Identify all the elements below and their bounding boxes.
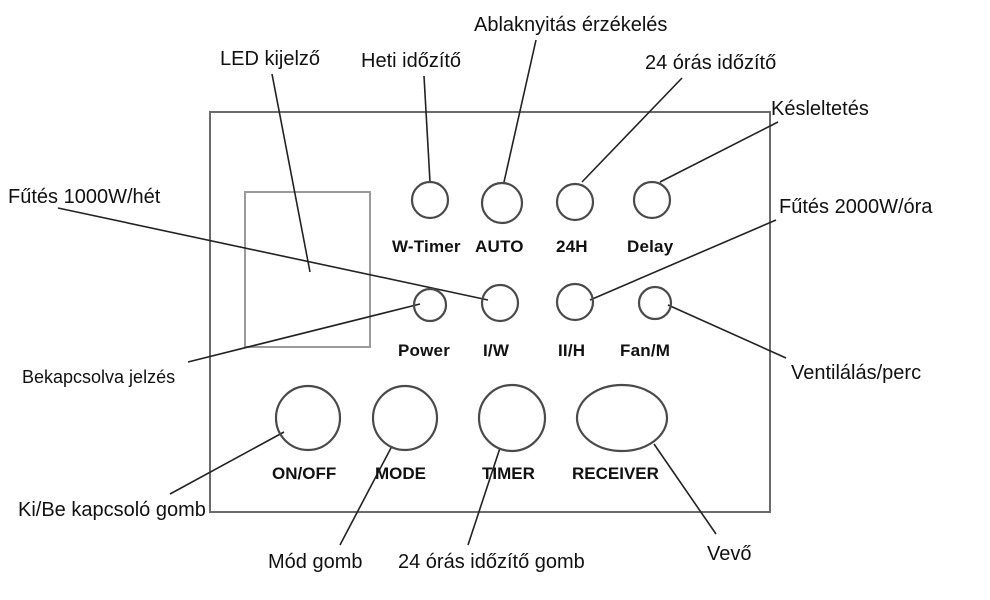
button-label-receiver: RECEIVER — [572, 464, 659, 483]
leader-line-futes-2000 — [590, 220, 776, 300]
button-label-on-off: ON/OFF — [272, 464, 337, 483]
led-label-w-timer: W-Timer — [392, 237, 461, 256]
led-w-timer[interactable] — [412, 182, 448, 218]
annotation-kesleltetes: Késleltetés — [771, 98, 869, 120]
leader-line-24-oras-idozito — [582, 78, 682, 182]
button-receiver[interactable] — [577, 385, 667, 451]
led-auto[interactable] — [482, 183, 522, 223]
leader-line-led-kijelzo — [272, 74, 310, 272]
annotation-mod-gomb: Mód gomb — [268, 551, 363, 573]
panel-outline — [210, 112, 770, 512]
led-label-delay: Delay — [627, 237, 674, 256]
leader-line-24-oras-gomb — [468, 448, 500, 545]
leader-line-mod-gomb — [340, 446, 392, 545]
annotation-ablaknyitas-erzekeles: Ablaknyitás érzékelés — [474, 14, 668, 36]
leader-line-kesleltetes — [660, 122, 778, 182]
button-label-timer: TIMER — [482, 464, 535, 483]
led-i-w[interactable] — [482, 285, 518, 321]
annotation-futes-1000w-het: Fűtés 1000W/hét — [8, 186, 161, 208]
annotation-futes-2000w-ora: Fűtés 2000W/óra — [779, 196, 933, 218]
led-24h[interactable] — [557, 184, 593, 220]
leader-line-ki-be-kapcsolo — [170, 432, 284, 494]
annotation-heti-idozito: Heti időzítő — [361, 50, 462, 72]
annotation-led-kijelzo: LED kijelző — [220, 48, 321, 70]
buttons-group — [276, 385, 667, 451]
led-delay[interactable] — [634, 182, 670, 218]
led-display-window — [245, 192, 370, 347]
button-label-mode: MODE — [375, 464, 426, 483]
led-label-24h: 24H — [556, 237, 588, 256]
leader-line-heti-idozito — [424, 76, 430, 182]
leader-line-bekapcsolva — [188, 304, 420, 362]
annotation-bekapcsolva-jelzes: Bekapcsolva jelzés — [22, 367, 176, 387]
leader-line-ventilalas — [668, 305, 786, 358]
button-timer[interactable] — [479, 385, 545, 451]
led-label-fan-m: Fan/M — [620, 341, 671, 360]
annotation-24-oras-idozito: 24 órás időzítő — [645, 52, 777, 74]
led-label-auto: AUTO — [475, 237, 524, 256]
annotation-24-oras-idozito-gomb: 24 órás időzítő gomb — [398, 551, 585, 573]
annotation-vevo: Vevő — [707, 543, 752, 565]
button-on-off[interactable] — [276, 386, 340, 450]
led-fan-m[interactable] — [639, 287, 671, 319]
leader-line-vevo — [654, 444, 716, 534]
led-label-i-w: I/W — [483, 341, 510, 360]
annotation-ki-be-kapcsolo-gomb: Ki/Be kapcsoló gomb — [18, 499, 206, 521]
led-label-power: Power — [398, 341, 451, 360]
button-mode[interactable] — [373, 386, 437, 450]
annotation-ventilalas-perc: Ventilálás/perc — [791, 362, 922, 384]
led-ii-h[interactable] — [557, 284, 593, 320]
led-label-ii-h: II/H — [558, 341, 586, 360]
